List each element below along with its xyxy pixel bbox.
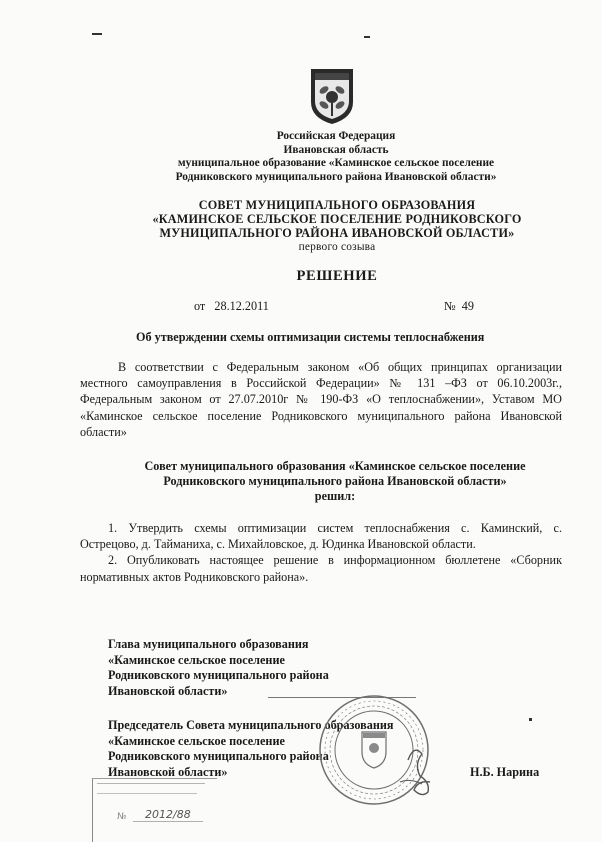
stamp-number-prefix: №	[117, 812, 127, 822]
council-line2: «КАМИНСКОЕ СЕЛЬСКОЕ ПОСЕЛЕНИЕ РОДНИКОВСКОГО	[152, 212, 522, 226]
signature-block-head	[108, 637, 329, 699]
scan-mark	[529, 718, 532, 721]
decision-number: 49	[461, 299, 474, 313]
coat-of-arms-emblem	[308, 66, 356, 126]
decision-subject: Об утверждении схемы оптимизации системы теплоснабжения	[136, 330, 485, 344]
convocation: первого созыва	[298, 241, 376, 253]
document-title: РЕШЕНИЕ	[296, 268, 378, 284]
preamble-line: области»	[80, 424, 127, 439]
header-region: Ивановская область	[283, 143, 389, 156]
stamp-number: 2012/88	[145, 808, 191, 821]
sig-chair-line4: Ивановской области»	[108, 764, 228, 779]
council-line1: СОВЕТ МУНИЦИПАЛЬНОГО ОБРАЗОВАНИЯ	[198, 198, 476, 212]
sig-chair-line1: Председатель Совета муниципального образования	[108, 718, 394, 732]
item-line: 1. Утвердить схемы оптимизации систем теплоснабжения с. Каминский, с.	[108, 521, 562, 535]
scan-mark	[364, 36, 370, 38]
resolution-heading-line3: решил:	[314, 489, 356, 503]
decision-date: 28.12.2011	[214, 299, 269, 313]
signatory-name: Н.Б. Нарина	[470, 765, 540, 779]
sig-head-line2: «Каминское сельское поселение	[108, 652, 285, 667]
sig-head-line1: Глава муниципального образования	[108, 637, 309, 651]
resolution-heading	[34, 459, 602, 504]
preamble-line: «Каминское сельское поселение Родниковского муниципального района Ивановской	[80, 408, 562, 423]
council-block	[36, 198, 602, 254]
header-municipality-line2: Родниковского муниципального района Ивановской области»	[175, 170, 497, 183]
council-line3: МУНИЦИПАЛЬНОГО РАЙОНА ИВАНОВСКОЙ ОБЛАСТИ»	[159, 226, 515, 240]
item-line: нормативных актов Родниковского района».	[80, 569, 309, 584]
preamble-paragraph	[80, 359, 562, 440]
preamble-line: Федеральным законом от 27.07.2010г № 190-ФЗ «О теплоснабжении», Уставом МО	[80, 392, 562, 407]
decision-number-line	[444, 299, 474, 314]
number-prefix: №	[444, 299, 456, 313]
stamp-rule	[133, 821, 203, 822]
item-line: 2. Опубликовать настоящее решение в информационном бюллетене «Сборник	[108, 553, 562, 568]
date-prefix: от	[194, 299, 206, 313]
resolution-items	[80, 520, 562, 585]
sig-head-line3: Родниковского муниципального района	[108, 668, 329, 682]
stamp-rule	[97, 793, 197, 794]
item-line: Острецово, д. Тайманиха, с. Михайловское, д. Юдинка Ивановской области.	[80, 537, 476, 552]
scan-mark	[92, 33, 102, 35]
official-seal	[316, 690, 442, 812]
sig-head-line4: Ивановской области»	[108, 683, 228, 698]
registration-stamp	[92, 778, 217, 842]
header-country: Российская Федерация	[276, 130, 396, 142]
stamp-rule	[97, 783, 205, 784]
preamble-line: В соответствии с Федеральным законом «Об общих принципах организации	[118, 360, 562, 374]
sig-chair-line3: Родниковского муниципального района	[108, 749, 329, 763]
sig-chair-line2: «Каминское сельское поселение	[108, 733, 285, 748]
preamble-line: местного самоуправления в Российской Федерации» № 131 –ФЗ от 06.10.2003г.,	[80, 376, 562, 391]
header-block	[35, 130, 602, 184]
decision-date-line	[194, 299, 269, 314]
resolution-heading-line2: Родниковского муниципального района Ивановской области»	[163, 474, 507, 488]
header-municipality-line1: муниципальное образование «Каминское сельское поселение	[177, 157, 495, 169]
resolution-heading-line1: Совет муниципального образования «Каминское сельское поселение	[144, 459, 526, 473]
